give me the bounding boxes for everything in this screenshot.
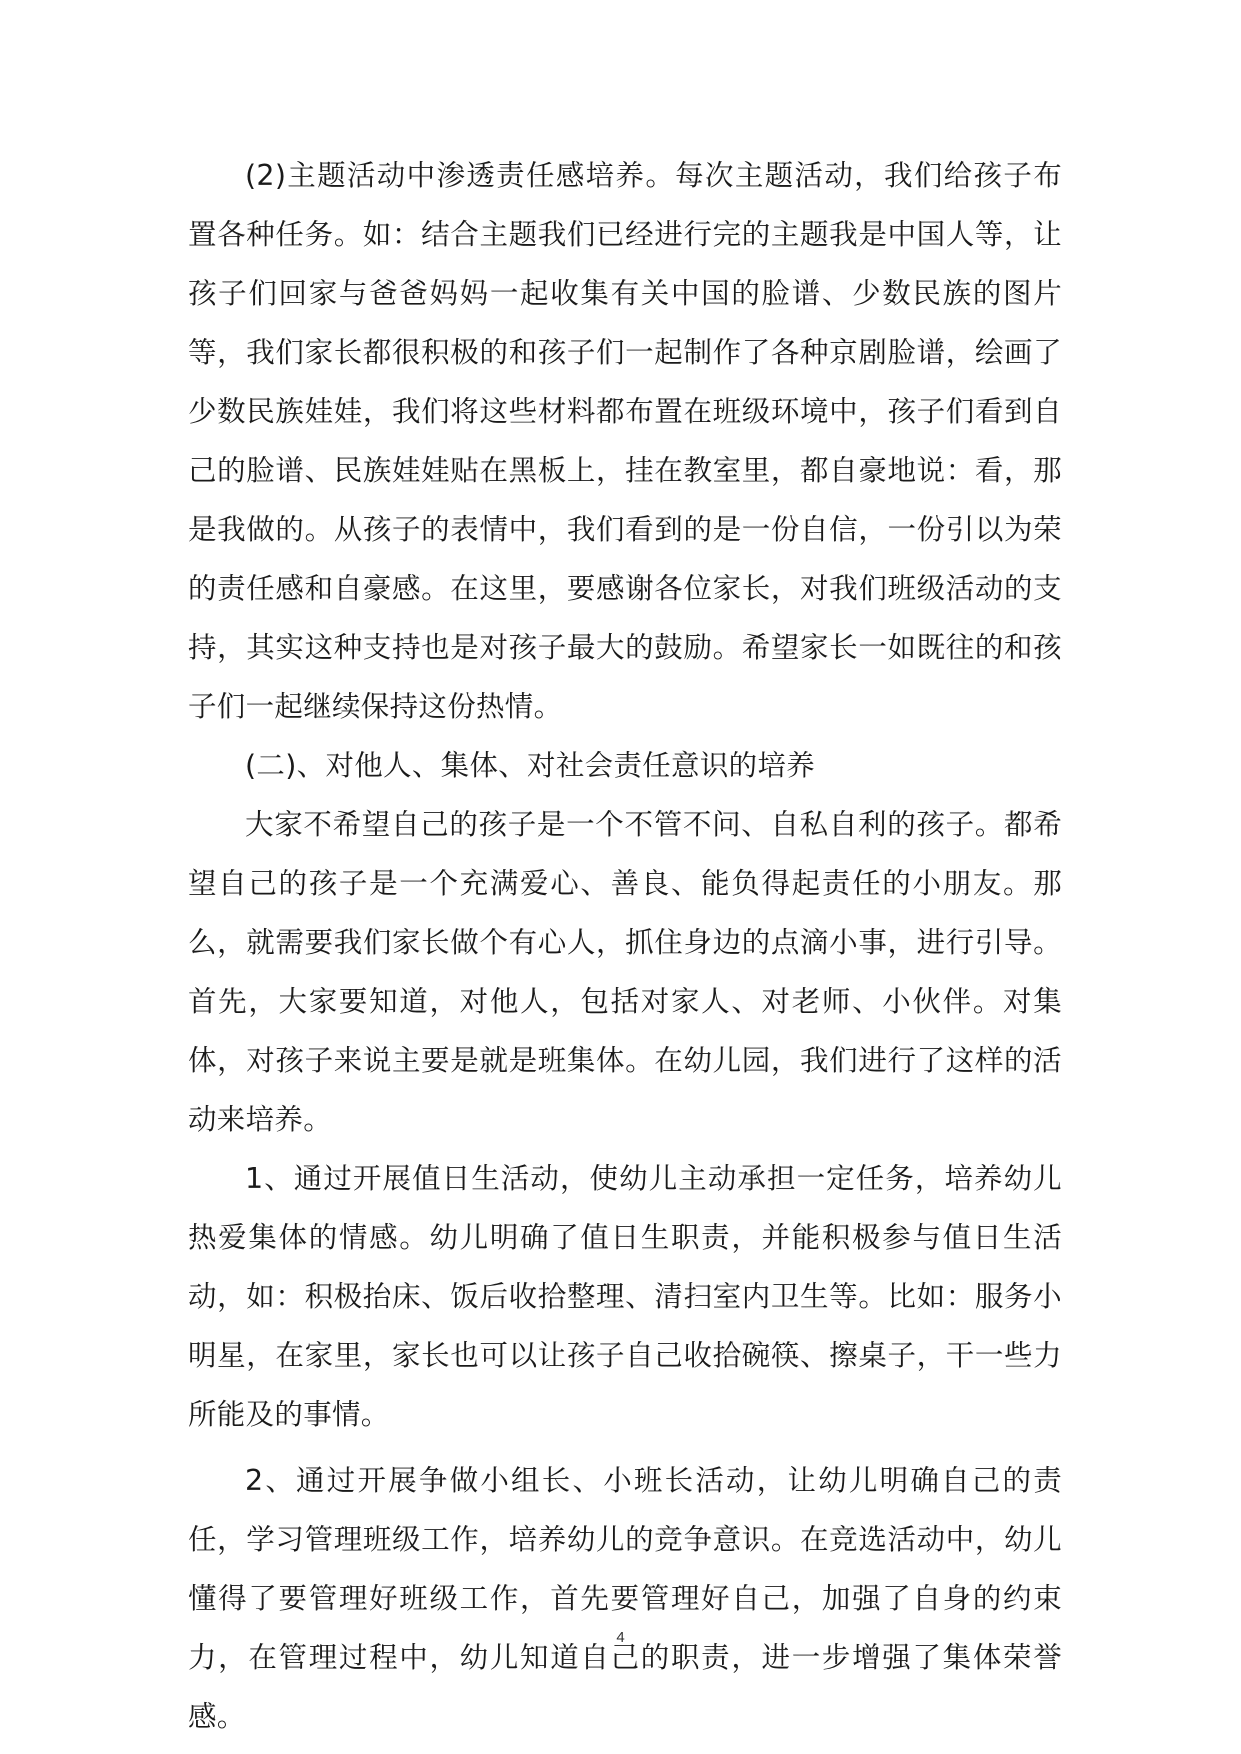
page-number: 4 [616,1629,625,1646]
paragraph-social-responsibility: 大家不希望自己的孩子是一个不管不问、自私自利的孩子。都希望自己的孩子是一个充满爱心、善良、能负得起责任的小朋友。那么，就需要我们家长做个有心人，抓住身边的点滴小事，进行引导。首先，大家要知道，对他人，包括对家人、对老师、小伙伴。对集体，对孩子来说主要是就是班集体。在幼儿园，我们进行了这样的活动来培养。 [188,808,1062,1136]
paragraph-theme-activity: (2)主题活动中渗透责任感培养。每次主题活动，我们给孩子布置各种任务。如：结合主题我们已经进行完的主题我是中国人等，让孩子们回家与爸爸妈妈一起收集有关中国的脸谱、少数民族的图片等，我们家长都很积极的和孩子们一起制作了各种京剧脸谱，绘画了少数民族娃娃，我们将这些材料都布置在班级环境中，孩子们看到自己的脸谱、民族娃娃贴在黑板上，挂在教室里，都自豪地说：看，那是我做的。从孩子的表情中，我们看到的是一份自信，一份引以为荣的责任感和自豪感。在这里，要感谢各位家长，对我们班级活动的支持，其实这种支持也是对孩子最大的鼓励。希望家长一如既往的和孩子们一起继续保持这份热情。 [188,159,1062,723]
paragraph-duty-student: 1、通过开展值日生活动，使幼儿主动承担一定任务，培养幼儿热爱集体的情感。幼儿明确了值日生职责，并能积极参与值日生活动，如：积极抬床、饭后收拾整理、清扫室内卫生等。比如：服务小明星，在家里，家长也可以让孩子自己收拾碗筷、擦桌子，干一些力所能及的事情。 [188,1162,1062,1431]
section-heading-social-responsibility: (二)、对他人、集体、对社会责任意识的培养 [245,749,816,782]
body-text [188,146,1062,1746]
paragraph-group-leader: 2、通过开展争做小组长、小班长活动，让幼儿明确自己的责任，学习管理班级工作，培养幼儿的竞争意识。在竞选活动中，幼儿懂得了要管理好班级工作，首先要管理好自己，加强了自身的约束力，在管理过程中，幼儿知道自己的职责，进一步增强了集体荣誉感。 [188,1464,1062,1733]
